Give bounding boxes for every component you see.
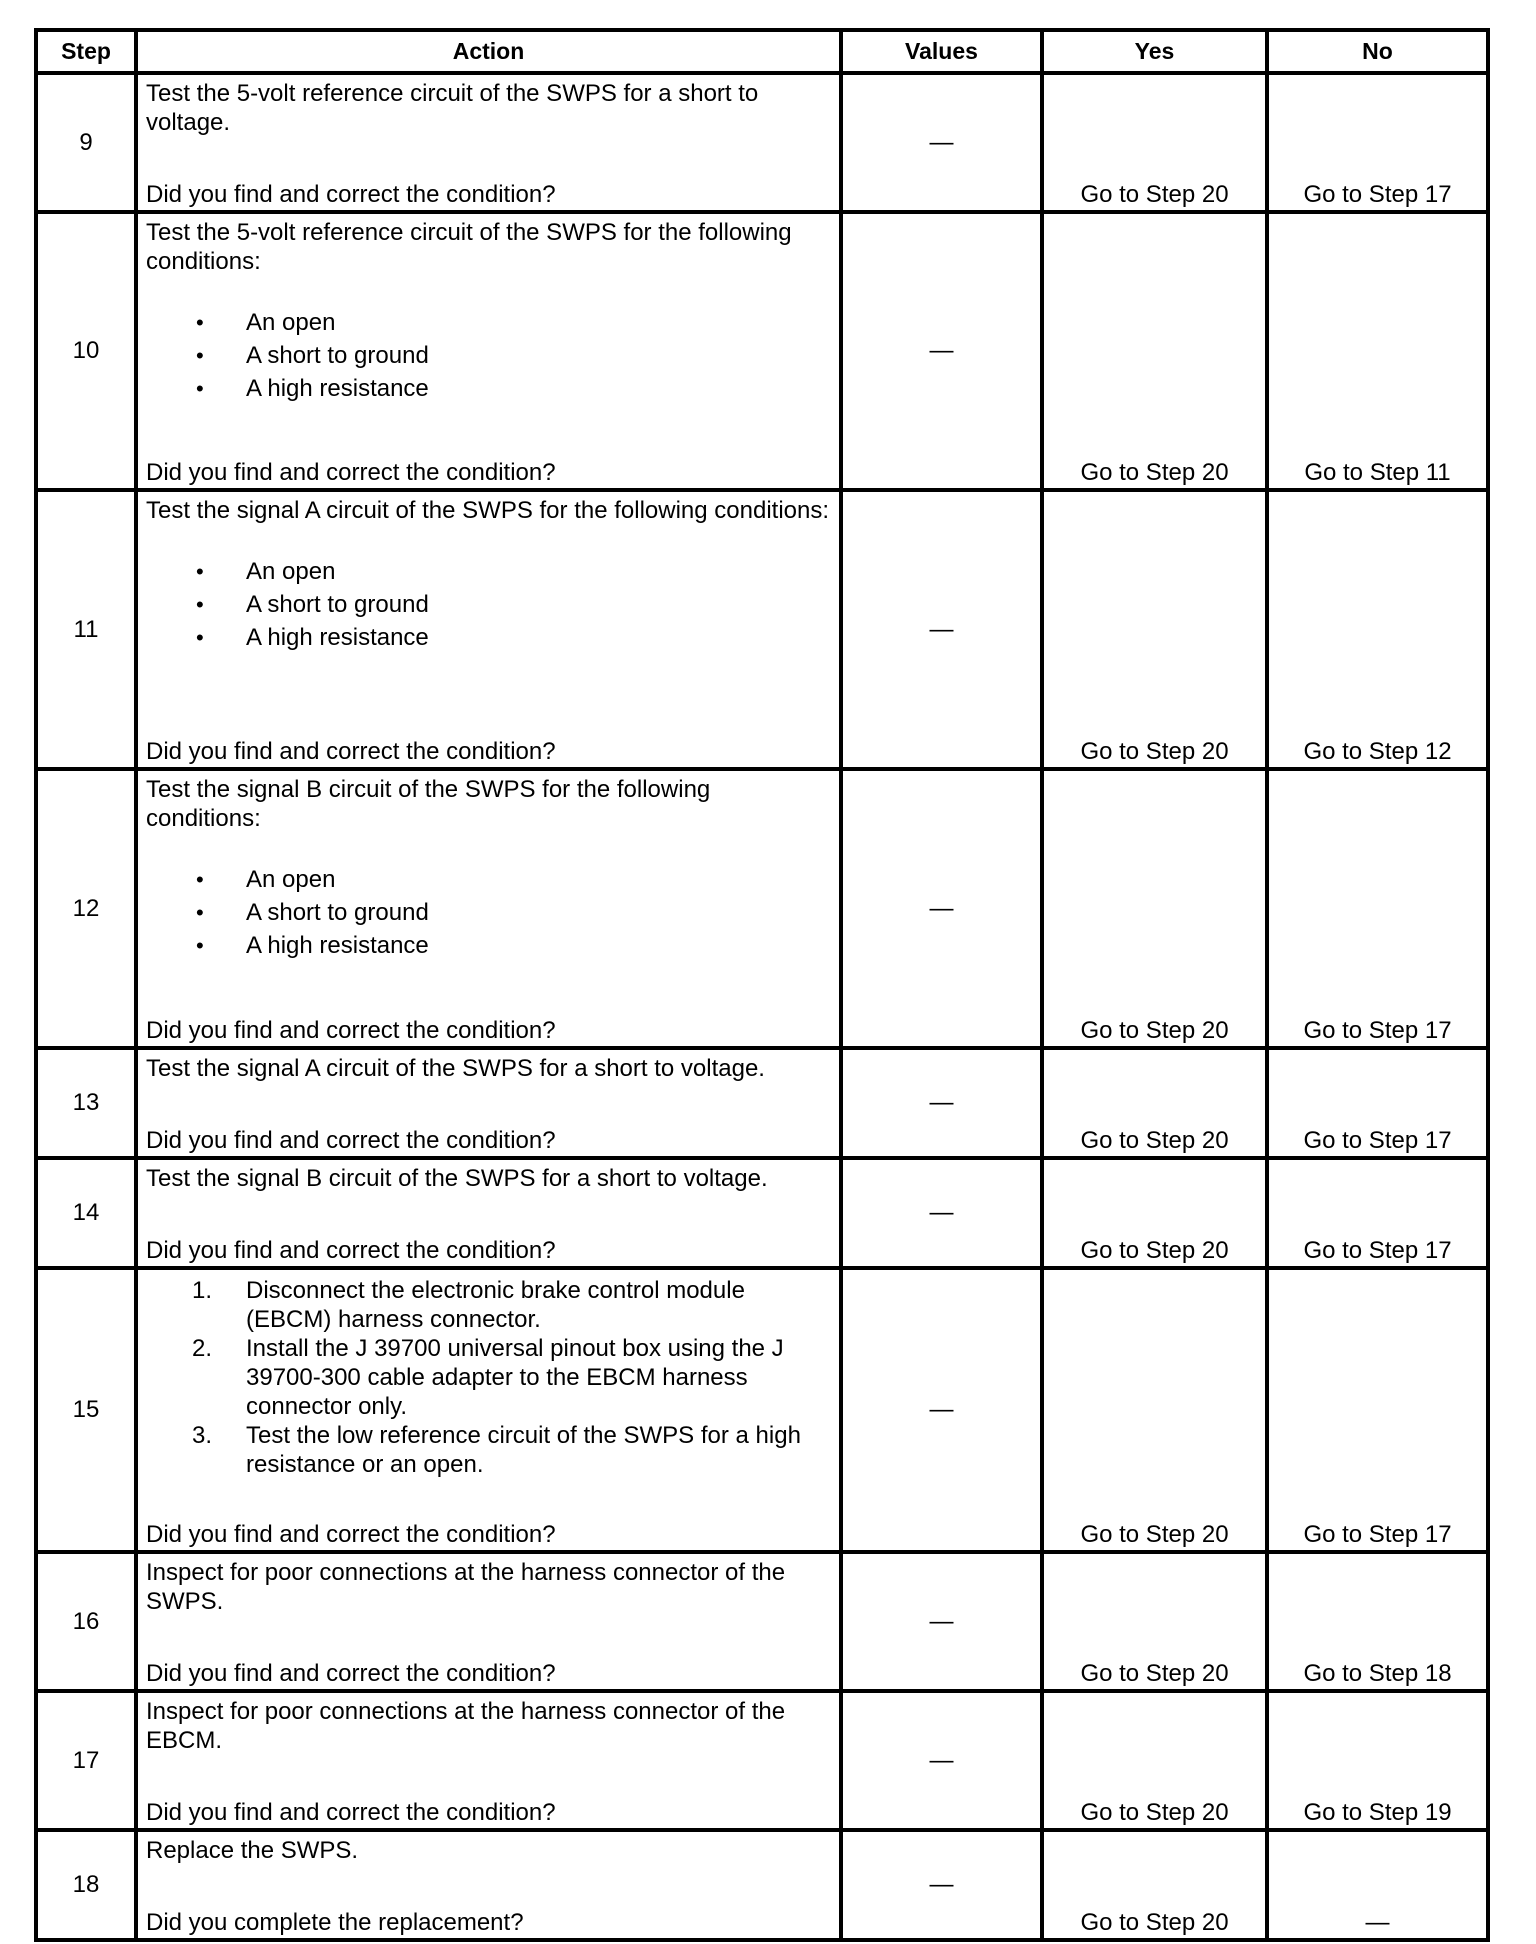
question-text: Did you find and correct the condition? (146, 1237, 556, 1264)
table-row (36, 490, 1488, 769)
yes-cell (1042, 1830, 1267, 1940)
action-cell (136, 212, 841, 490)
no-link: Go to Step 11 (1304, 459, 1451, 486)
step-number: 14 (36, 1158, 136, 1268)
no-link: Go to Step 17 (1303, 1127, 1452, 1154)
no-cell (1267, 1830, 1488, 1940)
table-row (36, 1158, 1488, 1268)
condition-list (146, 306, 831, 405)
item-number: 2. (192, 1335, 213, 1362)
step-number: 18 (36, 1830, 136, 1940)
question-text: Did you find and correct the condition? (146, 1799, 556, 1826)
values-cell: — (841, 1691, 1042, 1830)
yes-link: Go to Step 20 (1080, 181, 1229, 208)
values-cell: — (841, 1830, 1042, 1940)
values-cell: — (841, 1048, 1042, 1158)
step-number: 11 (36, 490, 136, 769)
list-item: • An open (146, 555, 831, 588)
step-number: 13 (36, 1048, 136, 1158)
question-text: Did you find and correct the condition? (146, 1660, 556, 1687)
table-row (36, 73, 1488, 212)
action-text: Inspect for poor connections at the harness connector of the EBCM. (146, 1698, 786, 1754)
values-cell: — (841, 1158, 1042, 1268)
action-text: Test the signal B circuit of the SWPS for a short to voltage. (146, 1165, 768, 1192)
yes-link: Go to Step 20 (1080, 459, 1229, 486)
table-row (36, 769, 1488, 1048)
table-row (36, 1268, 1488, 1552)
header-action: Action (136, 30, 841, 73)
no-cell (1267, 1158, 1488, 1268)
yes-cell (1042, 490, 1267, 769)
list-item: • An open (146, 863, 831, 896)
question-text: Did you find and correct the condition? (146, 1017, 556, 1044)
yes-link: Go to Step 20 (1080, 1660, 1229, 1687)
yes-cell (1042, 1268, 1267, 1552)
no-cell (1267, 1048, 1488, 1158)
values-cell: — (841, 73, 1042, 212)
header-no: No (1267, 30, 1488, 73)
header-yes: Yes (1042, 30, 1267, 73)
list-item: • A short to ground (146, 339, 831, 372)
diagnostic-table (34, 28, 1490, 1942)
yes-cell (1042, 73, 1267, 212)
question-text: Did you complete the replacement? (146, 1909, 524, 1936)
yes-link: Go to Step 20 (1080, 1127, 1229, 1154)
no-link: Go to Step 17 (1303, 1237, 1452, 1264)
yes-cell (1042, 1691, 1267, 1830)
values-cell: — (841, 1268, 1042, 1552)
action-cell (136, 769, 841, 1048)
item-number: 3. (192, 1422, 213, 1449)
item-text: Test the low reference circuit of the SWPS for a high resistance or an open. (246, 1422, 801, 1478)
no-link: Go to Step 19 (1303, 1799, 1452, 1826)
list-item (146, 1421, 831, 1479)
list-item (146, 1334, 831, 1421)
yes-cell (1042, 1552, 1267, 1691)
no-link: — (1365, 1909, 1390, 1936)
header-row (36, 30, 1488, 73)
no-cell (1267, 73, 1488, 212)
question-text: Did you find and correct the condition? (146, 738, 556, 765)
values-cell: — (841, 212, 1042, 490)
no-link: Go to Step 17 (1303, 181, 1452, 208)
yes-link: Go to Step 20 (1080, 738, 1229, 765)
action-text: Inspect for poor connections at the harness connector of the SWPS. (146, 1559, 786, 1615)
no-cell (1267, 1552, 1488, 1691)
list-item (146, 1276, 831, 1334)
list-item: • A short to ground (146, 588, 831, 621)
action-cell (136, 1552, 841, 1691)
question-text: Did you find and correct the condition? (146, 459, 556, 486)
question-text: Did you find and correct the condition? (146, 1521, 556, 1548)
yes-link: Go to Step 20 (1080, 1909, 1229, 1936)
question-text: Did you find and correct the condition? (146, 181, 556, 208)
no-cell (1267, 1691, 1488, 1830)
yes-cell (1042, 212, 1267, 490)
list-item: • A high resistance (146, 621, 831, 654)
step-number: 16 (36, 1552, 136, 1691)
step-number: 12 (36, 769, 136, 1048)
values-cell: — (841, 1552, 1042, 1691)
item-text: Install the J 39700 universal pinout box using the J 39700-300 cable adapter to the EBCM harness connector only. (246, 1335, 784, 1420)
table-row (36, 212, 1488, 490)
list-item: • A high resistance (146, 929, 831, 962)
yes-link: Go to Step 20 (1080, 1017, 1229, 1044)
action-text: Test the 5-volt reference circuit of the SWPS for a short to voltage. (146, 80, 759, 136)
action-text: Test the signal B circuit of the SWPS for the following conditions: (146, 776, 711, 832)
instruction-list (146, 1276, 831, 1479)
no-cell (1267, 1268, 1488, 1552)
action-cell (136, 1268, 841, 1552)
yes-cell (1042, 1048, 1267, 1158)
no-link: Go to Step 12 (1303, 738, 1452, 765)
no-cell (1267, 212, 1488, 490)
no-link: Go to Step 17 (1303, 1521, 1452, 1548)
list-item: • A high resistance (146, 372, 831, 405)
no-cell (1267, 769, 1488, 1048)
item-text: Disconnect the electronic brake control module (EBCM) harness connector. (246, 1277, 745, 1333)
table-row (36, 1048, 1488, 1158)
values-cell: — (841, 490, 1042, 769)
action-cell (136, 1158, 841, 1268)
action-text: Test the 5-volt reference circuit of the SWPS for the following conditions: (146, 219, 792, 275)
values-cell: — (841, 769, 1042, 1048)
yes-link: Go to Step 20 (1080, 1799, 1229, 1826)
yes-link: Go to Step 20 (1080, 1237, 1229, 1264)
question-text: Did you find and correct the condition? (146, 1127, 556, 1154)
no-cell (1267, 490, 1488, 769)
action-text: Replace the SWPS. (146, 1837, 359, 1864)
header-values: Values (841, 30, 1042, 73)
step-number: 15 (36, 1268, 136, 1552)
yes-link: Go to Step 20 (1080, 1521, 1229, 1548)
action-cell (136, 1048, 841, 1158)
step-number: 17 (36, 1691, 136, 1830)
table-row (36, 1552, 1488, 1691)
action-text: Test the signal A circuit of the SWPS for the following conditions: (146, 497, 830, 524)
condition-list (146, 555, 831, 654)
action-cell (136, 73, 841, 212)
table-row (36, 1691, 1488, 1830)
action-cell (136, 1830, 841, 1940)
no-link: Go to Step 18 (1303, 1660, 1452, 1687)
table-row (36, 1830, 1488, 1940)
condition-list (146, 863, 831, 962)
action-cell (136, 1691, 841, 1830)
list-item: • A short to ground (146, 896, 831, 929)
step-number: 10 (36, 212, 136, 490)
action-text: Test the signal A circuit of the SWPS for a short to voltage. (146, 1055, 765, 1082)
list-item: • An open (146, 306, 831, 339)
yes-cell (1042, 769, 1267, 1048)
step-number: 9 (36, 73, 136, 212)
header-step: Step (36, 30, 136, 73)
yes-cell (1042, 1158, 1267, 1268)
no-link: Go to Step 17 (1303, 1017, 1452, 1044)
action-cell (136, 490, 841, 769)
item-number: 1. (192, 1277, 213, 1304)
